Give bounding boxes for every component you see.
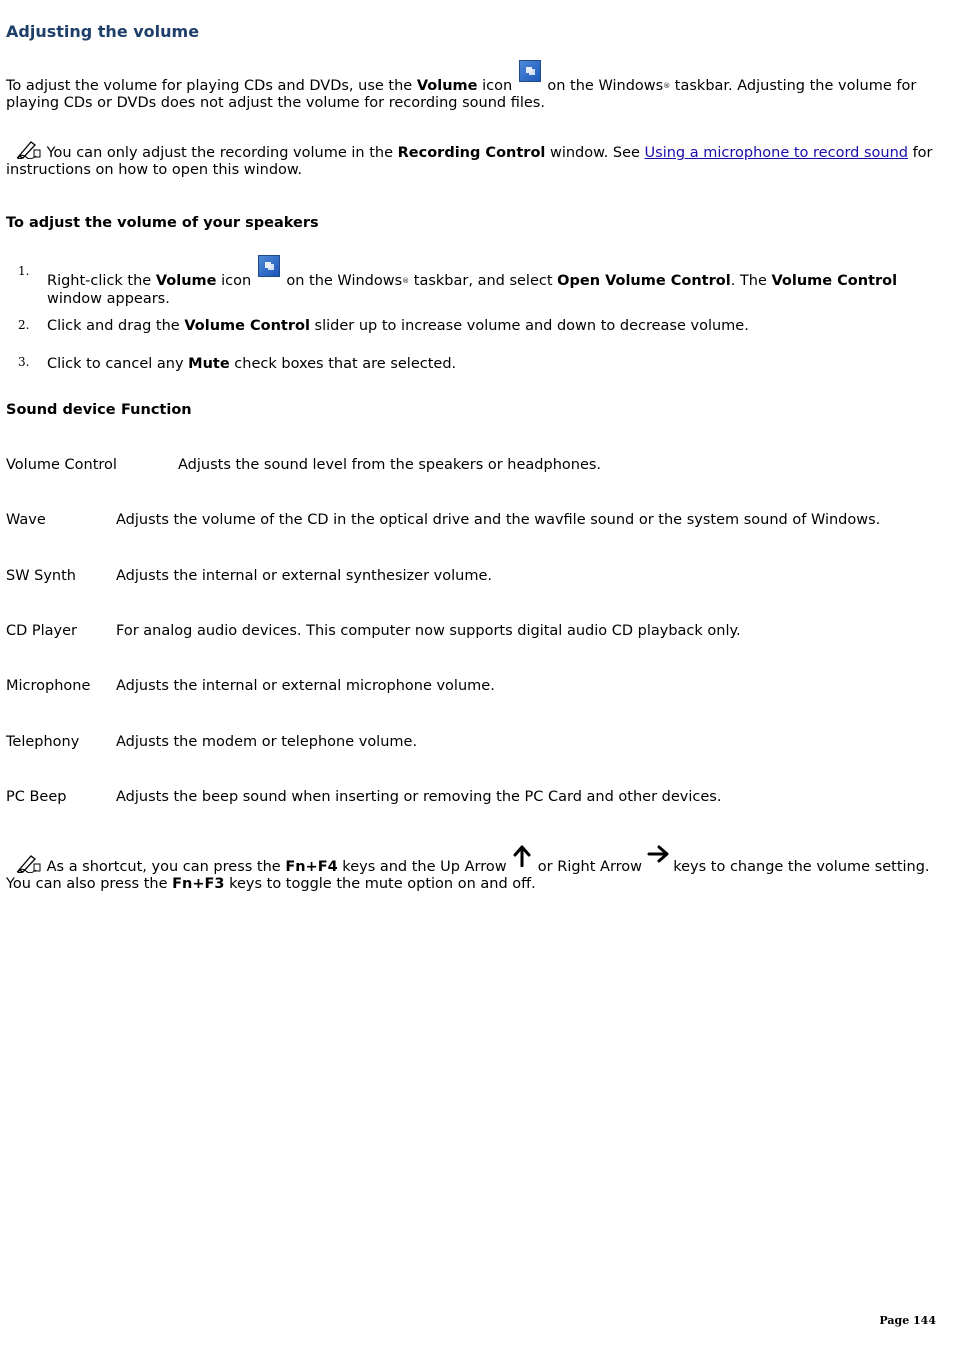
intro-text: taskbar. Adjusting the volume for playing CDs or DVDs does not adjust the volume for recording sound files. [6,78,917,111]
note-text: As a shortcut, you can press the [42,859,286,875]
step-bold: Volume Control [771,273,898,289]
note-text: keys to toggle the mute option on and off. [224,876,536,892]
note-recording [6,139,941,179]
right-arrow-icon [647,845,669,867]
table-cell-device: PC Beep [6,789,67,805]
step-text: on the Windows [281,273,403,289]
note-shortcut [6,845,941,893]
up-arrow-icon [511,845,533,867]
step-text: slider up to increase volume and down to decrease volume. [309,318,749,334]
note-bold: Fn+F3 [172,876,225,892]
table-cell-device: CD Player [6,623,78,639]
note-text: You can only adjust the recording volume in the [42,145,398,161]
step-1-text [47,263,937,308]
registered-mark: ® [663,82,671,90]
table-cell-function: For analog audio devices. This computer now supports digital audio CD playback only. [116,623,741,639]
step-text: check boxes that are selected. [229,356,457,372]
intro-volume-bold: Volume [416,78,478,94]
note-text: keys to change the volume setting. You can also press the [6,859,930,892]
intro-paragraph [6,68,941,112]
page-title: Adjusting the volume [6,22,200,41]
step-number: 1. [18,264,30,278]
step-text: Right-click the [47,273,156,289]
table-cell-function: Adjusts the internal or external synthesizer volume. [116,568,492,584]
note-text: or Right Arrow [533,859,647,875]
table-cell-function: Adjusts the sound level from the speakers or headphones. [178,457,602,473]
intro-text: on the Windows [542,78,664,94]
step-bold: Open Volume Control [557,273,731,289]
step-3-text [47,355,937,373]
note-text: for instructions on how to open this window. [6,145,933,178]
step-number: 2. [18,318,30,332]
table-cell-device: Wave [6,512,46,528]
table-cell-function: Adjusts the modem or telephone volume. [116,734,418,750]
intro-text: icon [477,78,517,94]
table-cell-device: SW Synth [6,568,77,584]
table-cell-function: Adjusts the beep sound when inserting or removing the PC Card and other devices. [116,789,722,805]
note-text: keys and the Up Arrow [337,859,512,875]
volume-icon [258,255,280,277]
step-bold: Mute [188,356,230,372]
step-bold: Volume [155,273,217,289]
table-cell-device: Microphone [6,678,91,694]
note-bold: Recording Control [397,145,546,161]
section-subheading: To adjust the volume of your speakers [6,215,319,231]
step-text: taskbar, and select [409,273,558,289]
table-header-function: Function [121,402,192,418]
step-text: window appears. [47,291,170,307]
table-cell-function: Adjusts the volume of the CD in the optical drive and the wavfile sound or the system sound of Windows. [116,512,881,528]
volume-icon [519,60,541,82]
note-bold: Fn+F4 [285,859,338,875]
step-number: 3. [18,355,30,369]
note-text: window. See [545,145,645,161]
note-pencil-icon [16,853,42,873]
step-text: . The [730,273,772,289]
step-text: Click and drag the [47,318,185,334]
note-pencil-icon [16,139,42,159]
intro-text: To adjust the volume for playing CDs and DVDs, use the [6,78,417,94]
step-text: icon [216,273,256,289]
page-number: Page 144 [879,1314,936,1327]
table-cell-device: Volume Control [6,457,117,473]
table-cell-device: Telephony [6,734,80,750]
table-cell-function: Adjusts the internal or external microphone volume. [116,678,495,694]
registered-mark: ® [402,277,410,285]
step-2-text [47,317,937,335]
microphone-record-link[interactable]: Using a microphone to record sound [644,145,908,161]
step-bold: Volume Control [184,318,310,334]
step-text: Click to cancel any [47,356,189,372]
table-header-device: Sound device [6,402,116,418]
